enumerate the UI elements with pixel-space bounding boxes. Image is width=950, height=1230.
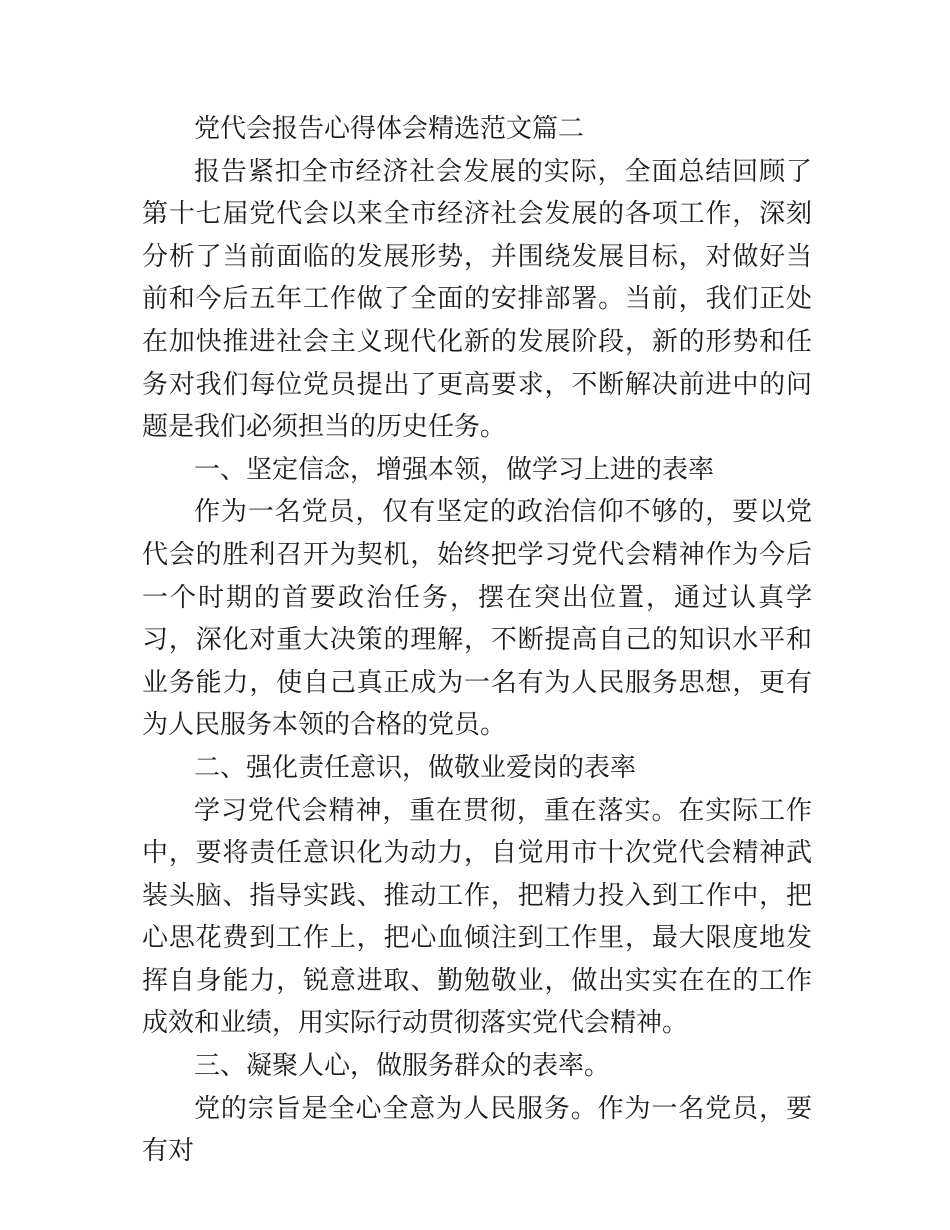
paragraph-section-2: 学习党代会精神，重在贯彻，重在落实。在实际工作中，要将责任意识化为动力，自觉用市十次党代会精神武装头脑、指导实践、推动工作，把精力投入到工作中，把心思花费到工作上，把心血倾注到工作里，最大限度地发挥自身能力，锐意进取、勤勉敬业，做出实实在在的工作成效和业绩，用实际行动贯彻落实党代会精神。 (142, 795, 812, 1039)
section-heading-3: 三、凝聚人心，做服务群众的表率。 (194, 1051, 611, 1082)
document-title: 党代会报告心得体会精选范文篇二 (194, 114, 585, 144)
paragraph-section-3: 党的宗旨是全心全意为人民服务。作为一名党员，要有对 (142, 1093, 812, 1167)
paragraph-section-1: 作为一名党员，仅有坚定的政治信仰不够的，要以党代会的胜利召开为契机，始终把学习党代会精神作为今后一个时期的首要政治任务，摆在突出位置，通过认真学习，深化对重大决策的理解，不断提高自己的知识水平和业务能力，使自己真正成为一名有为人民服务思想，更有为人民服务本领的合格的党员。 (142, 497, 812, 741)
document-body (142, 108, 812, 1173)
section-heading-2: 二、强化责任意识，做敬业爱岗的表率 (194, 752, 637, 783)
paragraph-intro: 报告紧扣全市经济社会发展的实际，全面总结回顾了第十七届党代会以来全市经济社会发展的各项工作，深刻分析了当前面临的发展形势，并围绕发展目标，对做好当前和今后五年工作做了全面的安排部署。当前，我们正处在加快推进社会主义现代化新的发展阶段，新的形势和任务对我们每位党员提出了更高要求，不断解决前进中的问题是我们必须担当的历史任务。 (142, 156, 812, 443)
section-heading-1: 一、坚定信念，增强本领，做学习上进的表率 (194, 454, 715, 485)
